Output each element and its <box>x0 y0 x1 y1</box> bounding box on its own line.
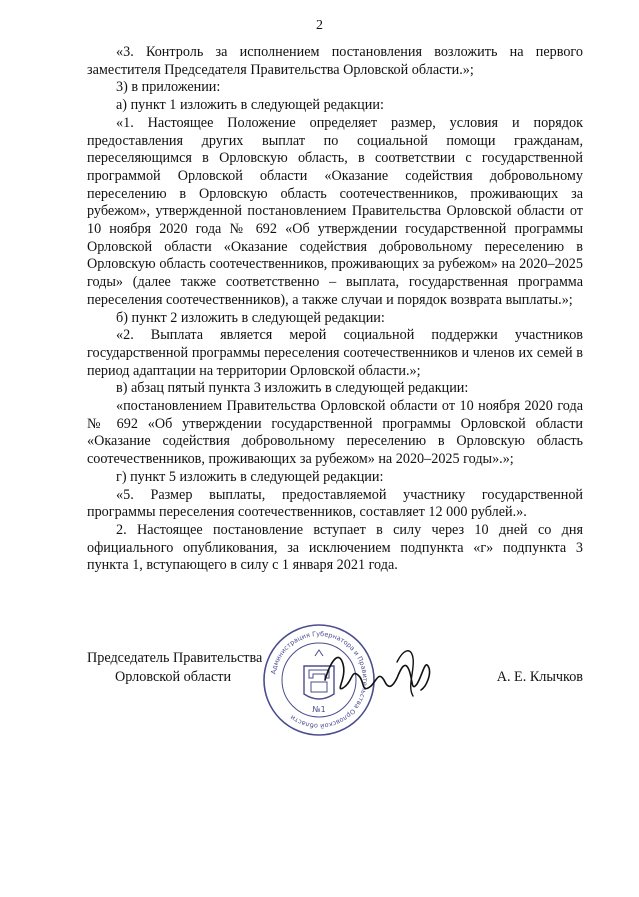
paragraph-item-a-text: «1. Настоящее Положение определяет размер, условия и порядок предоставления других выплат по социальной помощи гражданам, переселяющимся в Орловскую область, в соответствии с государственной программой Орловской области «Оказание содействия добровольному переселению в Орловскую область соотечественников, проживающих за рубежом», утвержденной постановлением Правительства Орловской области от 10 ноября 2020 года № 692 «Об утверждении государственной программы Орловской области «Оказание содействия добровольному переселению в Орловскую область соотечественников, проживающих за рубежом» на 2020–2025 годы» (далее также соответственно – выплата, государственная программа переселения соотечественников), а также случаи и порядок возврата выплаты.»; <box>87 114 583 308</box>
paragraph-entry-into-force: 2. Настоящее постановление вступает в силу через 10 дней со дня официального опубликования, за исключением подпункта «г» подпункта 3 пункта 1, вступающего в силу с 1 января 2021 года. <box>87 521 583 574</box>
signatory-title-line2: Орловской области <box>115 669 232 685</box>
paragraph-appendix-heading: 3) в приложении: <box>116 79 221 96</box>
document-body <box>87 44 583 575</box>
signatory-name: А. Е. Клычков <box>496 669 583 685</box>
paragraph-item-a-heading: а) пункт 1 изложить в следующей редакции: <box>116 97 384 114</box>
handwritten-signature-icon <box>317 640 437 710</box>
signatory-title-line1: Председатель Правительства <box>87 650 263 666</box>
svg-text:№1: №1 <box>312 705 326 714</box>
paragraph-item-b-text: «2. Выплата является мерой социальной поддержки участников государственной программы переселения соотечественников и членов их семей в период адаптации на территории Орловской области.»; <box>87 327 583 379</box>
paragraph-item-v-heading: в) абзац пятый пункта 3 изложить в следующей редакции: <box>116 380 469 397</box>
page-number: 2 <box>316 18 323 33</box>
signature-block <box>87 629 583 731</box>
svg-text:Администрация Губернатора и Пр: Администрация Губернатора и Правительства Орловской области <box>269 629 370 731</box>
paragraph-item-g-text: «5. Размер выплаты, предоставляемой участнику государственной программы переселения соотечественников, составляет 12 000 рублей.». <box>87 486 583 521</box>
paragraph-item-v-text: «постановлением Правительства Орловской области от 10 ноября 2020 года № 692 «Об утверждении государственной программы Орловской области «Оказание содействия добровольному переселению в Орловскую область соотечественников, проживающих за рубежом» на 2020–2025 годы».»; <box>87 398 583 468</box>
paragraph-control-clause: «3. Контроль за исполнением постановления возложить на первого заместителя Председателя Правительства Орловской области.»; <box>87 44 583 78</box>
paragraph-item-g-heading: г) пункт 5 изложить в следующей редакции: <box>116 468 384 485</box>
paragraph-item-b-heading: б) пункт 2 изложить в следующей редакции: <box>116 309 385 326</box>
